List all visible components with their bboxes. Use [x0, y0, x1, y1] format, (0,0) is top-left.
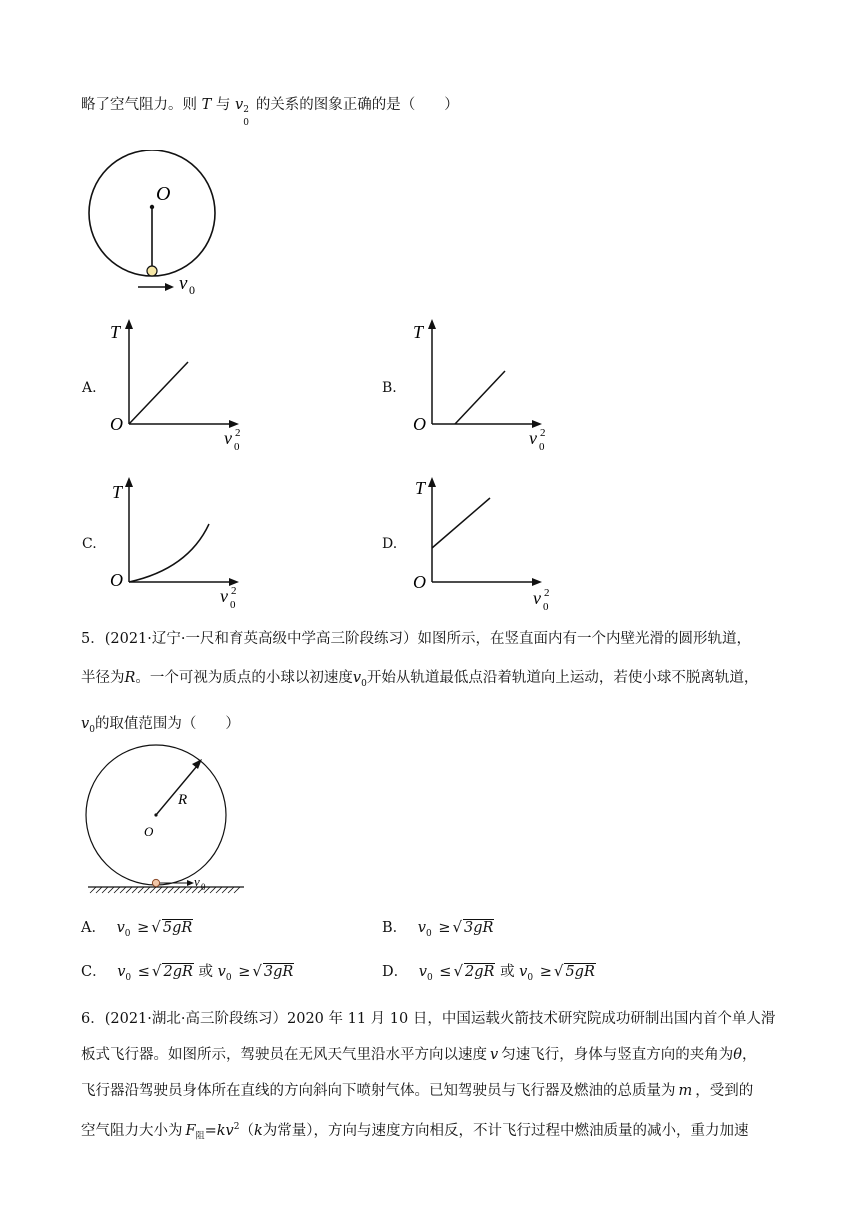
q4-stem-v: v	[235, 97, 244, 113]
q4-option-b-letter[interactable]: B.	[382, 380, 397, 396]
q4-d-curve	[432, 498, 490, 548]
svg-text:v: v	[529, 428, 537, 448]
q4-stem-suffix: 的关系的图象正确的是（ ）	[255, 97, 459, 113]
q4-option-c-letter[interactable]: C.	[82, 536, 97, 552]
svg-text:O: O	[413, 414, 426, 434]
q4-stem-prefix: 略了空气阻力。则	[81, 97, 197, 113]
svg-text:2: 2	[540, 427, 546, 439]
svg-text:0: 0	[201, 882, 206, 892]
svg-text:v: v	[220, 586, 228, 606]
svg-text:T: T	[413, 322, 424, 342]
q4-center-dot	[150, 205, 154, 209]
q5-option-c[interactable]: C． $v_0$ ≤ √ 2gR 或 $v_0$ ≥ √ 3gR	[81, 962, 294, 983]
svg-text:0: 0	[230, 599, 236, 611]
svg-text:v: v	[533, 588, 541, 608]
q5-ball	[152, 879, 159, 886]
q6-line-2: 板式飞行器。如图所示，驾驶员在无风天气里沿水平方向以速度 v 匀速飞行，身体与竖直方向的夹角为θ，	[81, 1047, 757, 1063]
svg-text:O: O	[110, 414, 123, 434]
q5-ground-hatching	[90, 887, 240, 893]
q5-option-b[interactable]: B． $v_0$ ≥ √ 3gR	[382, 918, 494, 939]
q5-line-2: 半径为R。一个可视为质点的小球以初速度$v_0$开始从轨道最低点沿着轨道向上运动，若使小球不脱离轨道，	[81, 670, 759, 689]
q6-line-3: 飞行器沿驾驶员身体所在直线的方向斜向下喷射气体。已知驾驶员与飞行器及燃油的总质量为 m ，受到的	[81, 1083, 754, 1099]
q4-arrowhead	[165, 283, 174, 291]
q4-option-d-graph[interactable]	[411, 474, 551, 616]
q5-line-1: 5．(2021·辽宁·一尺和育英高级中学高三阶段练习）如图所示，在竖直面内有一个内壁光滑的圆形轨道，	[81, 631, 751, 647]
svg-text:O: O	[413, 572, 426, 592]
svg-text:0: 0	[234, 441, 240, 453]
q4-stem-sub: 0	[243, 118, 249, 128]
q4-velocity-label: v	[179, 273, 188, 294]
q4-option-c-graph[interactable]	[108, 474, 248, 616]
q6-line-4: 空气阻力大小为 $F_阻=kv^2(k$为常量），方向与速度方向相反，不计飞行过程中燃油质量的减小，重力加速	[81, 1122, 749, 1142]
q4-option-a-graph[interactable]	[108, 316, 248, 458]
q4-option-d-letter[interactable]: D.	[382, 536, 398, 552]
q4-velocity-sub: 0	[189, 283, 195, 297]
q4-option-b-graph[interactable]	[411, 316, 551, 458]
q5-figure	[84, 743, 248, 895]
q4-stem-and: 与	[215, 97, 231, 113]
svg-text:2: 2	[231, 585, 237, 597]
svg-text:v: v	[224, 428, 232, 448]
svg-text:2: 2	[544, 587, 550, 599]
q5-center-dot	[154, 813, 157, 816]
q4-ball	[147, 266, 157, 276]
q5-option-d[interactable]: D． $v_0$ ≤ √ 2gR 或 $v_0$ ≥ √ 5gR	[382, 962, 595, 983]
q5-center-label: O	[144, 824, 154, 839]
q4-b-curve	[455, 371, 505, 424]
q6-line-1: 6．(2021·湖北·高三阶段练习）2020 年 11 月 10 日，中国运载火箭技术研究院成功研制出国内首个单人滑	[81, 1011, 776, 1027]
q5-radius	[156, 766, 197, 815]
q4-c-curve	[129, 524, 209, 582]
q4-stem-t: T	[201, 97, 212, 113]
svg-text:O: O	[110, 570, 123, 590]
q5-line-3: $v_0$的取值范围为（ ）	[81, 716, 240, 735]
q5-option-a[interactable]: A． $v_0$ ≥ √ 5gR	[81, 918, 193, 939]
q4-center-label: O	[156, 183, 171, 205]
svg-text:T: T	[110, 322, 121, 342]
q4-figure	[82, 150, 232, 300]
svg-text:T: T	[112, 482, 123, 502]
svg-text:0: 0	[543, 601, 549, 613]
q5-velocity-label: v	[194, 874, 200, 889]
q4-stem	[81, 95, 459, 128]
svg-text:2: 2	[235, 427, 241, 439]
q4-a-curve	[129, 362, 188, 424]
svg-text:T: T	[415, 478, 426, 498]
svg-text:0: 0	[539, 441, 545, 453]
q5-radius-label: R	[178, 792, 188, 808]
q4-stem-sup: 2	[243, 105, 249, 115]
q4-option-a-letter[interactable]: A.	[82, 380, 97, 396]
